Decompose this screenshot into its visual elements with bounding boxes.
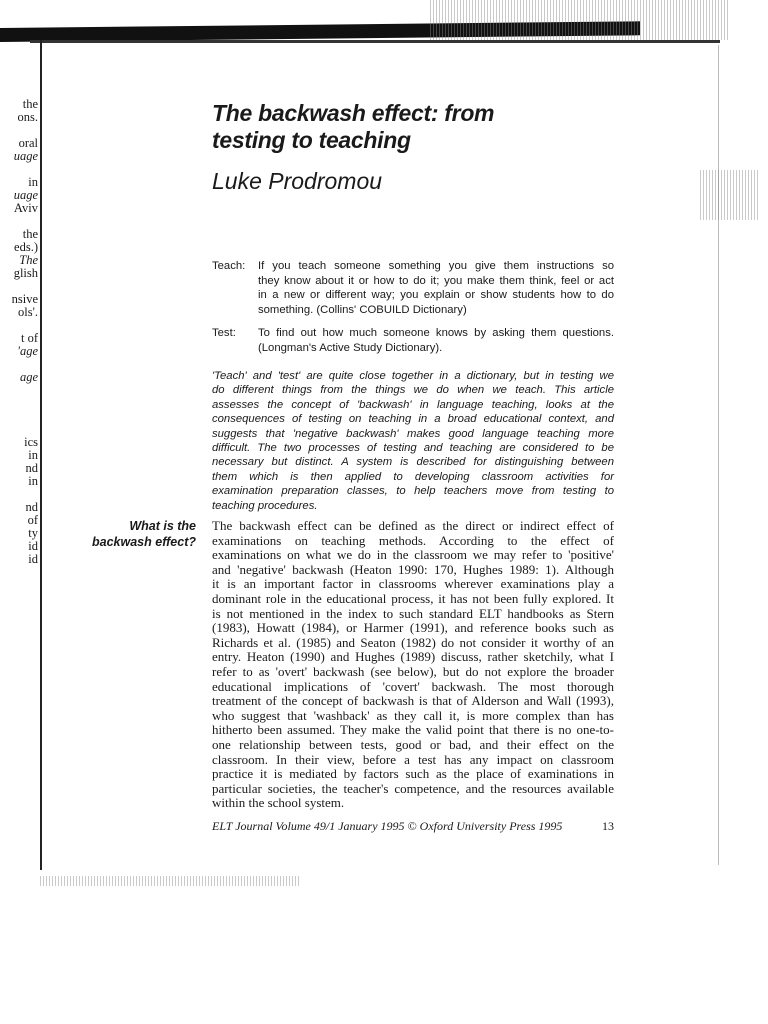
margin-fragment [0,384,38,397]
margin-fragment: id [28,540,38,553]
margin-fragment: the [22,228,38,241]
body-line: one relationship between tests, good or bad, and their effect on the [212,736,614,752]
margin-fragment: age [19,371,38,384]
margin-fragment: nd [25,462,38,475]
scan-noise-right [700,170,760,220]
abstract-line: do different things from the things we do when we teach. This article [212,384,614,397]
article-title [212,100,494,154]
abstract-line: 'Teach' and 'test' are quite close together in a dictionary, but in testing we [212,370,614,382]
definition-line: (Longman's Active Study Dictionary). [258,341,443,354]
scan-noise-top [430,0,730,40]
section-heading-line: What is the [129,519,196,533]
margin-fragment [0,358,38,371]
body-line: it is an important factor in classrooms wherever examinations play a [212,576,614,592]
margin-fragment: nsive [11,293,38,306]
body-line: practice it is mediated by factors such as the place of examinations in [212,766,614,782]
abstract-line: suggests that 'negative backwash' makes good language teaching more [212,427,614,440]
page-number: 13 [602,819,614,833]
section-heading-line: backwash effect? [92,534,196,549]
margin-fragment: t of [20,332,38,345]
definition-line: something. (Collins' COBUILD Dictionary) [258,304,467,317]
abstract-line: necessary but distinct. A system is described for distinguishing between [212,456,614,469]
margin-fragment: in [28,475,38,488]
abstract-line: examination preparation classes, to help teachers move from testing to [212,485,614,498]
body-line: refer to as 'overt' backwash (see below), but do not explore the broader [212,663,614,679]
body-line: educational implications of 'covert' backwash. The most thorough [212,678,614,694]
margin-fragment [0,397,38,410]
margin-fragment: glish [13,267,38,280]
scan-top-edge [30,40,720,43]
page-right-edge [718,45,719,865]
margin-fragment: oral [18,137,38,150]
body-line: particular societies, the teacher's competence, and the resources available [212,780,614,796]
book-spine-line [40,40,42,870]
abstract-line: difficult. The two processes of testing and teaching are considered to be [212,442,614,455]
body-line: hitherto been assumed. They make the valid point that there is no one-to- [212,722,614,738]
margin-fragment: nd [25,501,38,514]
margin-fragment: ols'. [18,306,38,319]
body-line: who suggest that 'washback' as they call it, is more complex than has [212,707,614,723]
body-line: examinations on what we do in the classroom we may refer to 'positive' [212,547,614,563]
definition-text [258,326,614,355]
margin-fragment [0,488,38,501]
author-name: Luke Prodromou [212,168,383,194]
body-line: within the school system. [212,795,345,811]
margin-fragment: uage [13,150,38,163]
journal-citation: ELT Journal Volume 49/1 January 1995 © Oxford University Press 1995 [212,819,563,833]
body-line: entry. Heaton (1990) and Hughes (1989) discuss, rather sketchily, what I [212,649,614,665]
margin-fragment: 'age [17,345,38,358]
margin-fragment: id [28,553,38,566]
margin-fragment: the [22,98,38,111]
margin-fragment [0,280,38,293]
body-line: Richards et al. (1985) and Seaton (1982) do not consider it worthy of an [212,634,614,650]
body-line: classroom. In their view, before a test has any impact on classroom [212,751,614,767]
margin-fragment: uage [13,189,38,202]
body-line: and 'negative' backwash (Heaton 1990: 170, Hughes 1989: 1). Although [212,561,614,577]
margin-fragment [0,423,38,436]
definition-line: in a new or different way; you explain or show students how to do [258,289,614,302]
definition-term: Teach: [212,260,246,272]
margin-fragment [0,124,38,137]
body-line: dominant role in the educational process, it has not been fully explored. It [212,590,614,606]
margin-fragment [0,410,38,423]
abstract [212,369,614,513]
definition-line: If you teach someone something you give them instructions so [258,260,614,272]
body-line: treatment of the concept of backwash is that of Alderson and Wall (1993), [212,693,614,709]
margin-fragment: of [27,514,38,527]
margin-fragment: eds.) [14,241,38,254]
margin-fragment: ons. [17,111,38,124]
page-footer [212,819,614,834]
abstract-line: consequences of testing on teaching in a broad educational context, and [212,413,614,426]
definition-text [258,259,614,318]
definition-entry [212,326,614,355]
scan-noise-bottom [40,876,300,886]
body-line: examinations on teaching methods. According to the effect of [212,532,614,548]
abstract-line: assesses the concept of 'backwash' in language teaching, looks at the [212,398,614,411]
title-line: testing to teaching [212,127,411,153]
body-line: The backwash effect can be defined as the direct or indirect effect of [212,518,614,533]
margin-fragment: ics [24,436,38,449]
margin-fragment [0,319,38,332]
definition-entry [212,259,614,318]
margin-fragment: ty [28,527,38,540]
title-line: The backwash effect: from [212,100,495,126]
body-line: is not mentioned in the index to such standard ELT handbooks as Stern [212,605,614,621]
definition-line: To find out how much someone knows by asking them questions. [258,326,614,339]
previous-page-margin-text [0,98,38,566]
abstract-line: them which is then applied to developing classroom activities for [212,470,614,483]
definition-term: Test: [212,326,236,339]
margin-fragment [0,163,38,176]
margin-fragment: The [19,254,38,267]
section-body [212,519,614,811]
margin-fragment: in [28,449,38,462]
abstract-line: teaching procedures. [212,499,318,512]
margin-fragment: in [28,176,38,189]
margin-fragment: Aviv [13,202,38,215]
body-line: (1983), Howatt (1984), or Harmer (1991), and reference books such as [212,620,614,636]
definitions [212,259,614,363]
section-heading [60,519,196,550]
definition-line: they know about it or how to do it; you make them think, feel or act [258,274,614,287]
margin-fragment [0,215,38,228]
